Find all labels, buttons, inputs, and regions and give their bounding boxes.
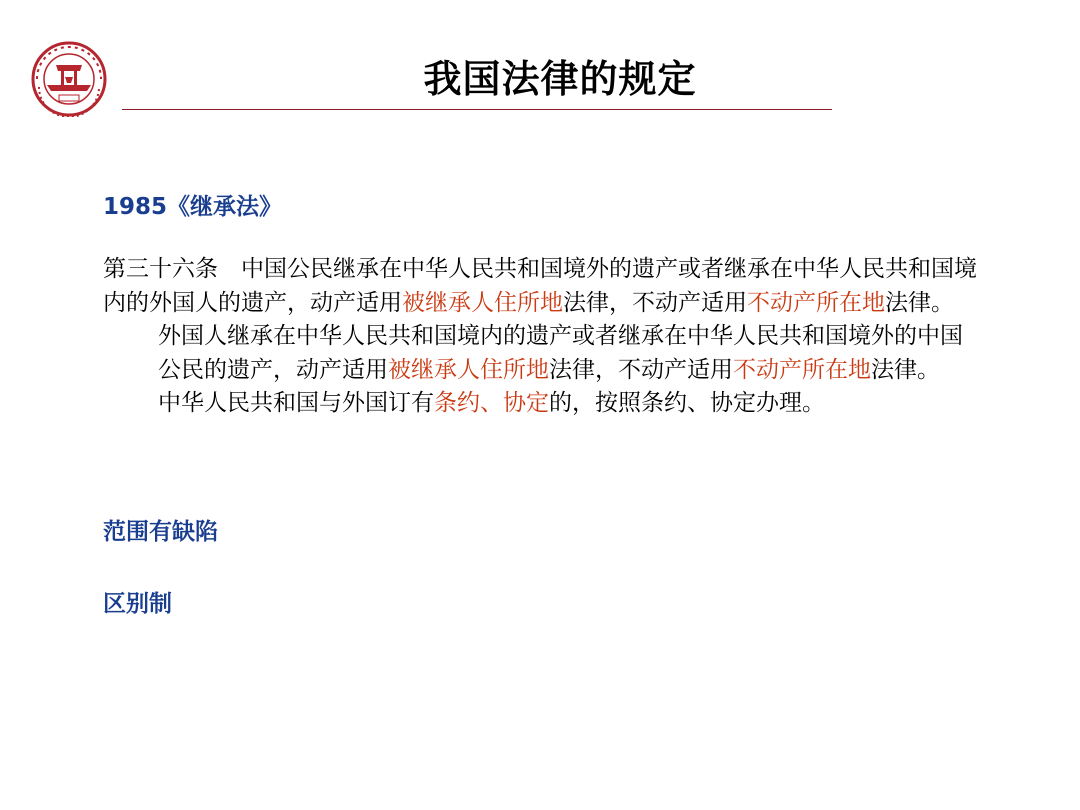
- text: 法律。: [871, 356, 940, 383]
- article-body: [103, 253, 983, 421]
- paragraph-2: [103, 320, 983, 387]
- highlight: 不动产所在地: [733, 356, 871, 383]
- paragraph-1: [103, 253, 983, 320]
- highlight: 被继承人住所地: [402, 289, 563, 316]
- text: 第三十六条 中国公民继承在中华人民共和国境外的遗产或者继承在中华人民共和国境内的外国人的遗产，动产适用: [103, 256, 977, 316]
- paragraph-3: [103, 387, 983, 421]
- slide-title: 我国法律的规定: [423, 57, 697, 101]
- text: 法律，不动产适用: [563, 289, 747, 316]
- highlight: 被继承人住所地: [388, 356, 549, 383]
- law-name: 1985《继承法》: [103, 194, 283, 220]
- text: 外国人继承在中华人民共和国境内的遗产或者继承在中华人民共和国境外的中国公民的遗产，动产适用: [158, 323, 963, 383]
- highlight: 条约、协定: [434, 390, 549, 417]
- text: 法律，不动产适用: [549, 356, 733, 383]
- title-divider: [122, 109, 832, 110]
- text: 的，按照条约、协定办理。: [549, 390, 825, 417]
- note-scope-defect: 范围有缺陷: [103, 519, 218, 545]
- text: 法律。: [885, 289, 954, 316]
- text: 中华人民共和国与外国订有: [158, 390, 434, 417]
- note-split-system: 区别制: [103, 591, 172, 617]
- university-logo: [23, 41, 115, 117]
- highlight: 不动产所在地: [747, 289, 885, 316]
